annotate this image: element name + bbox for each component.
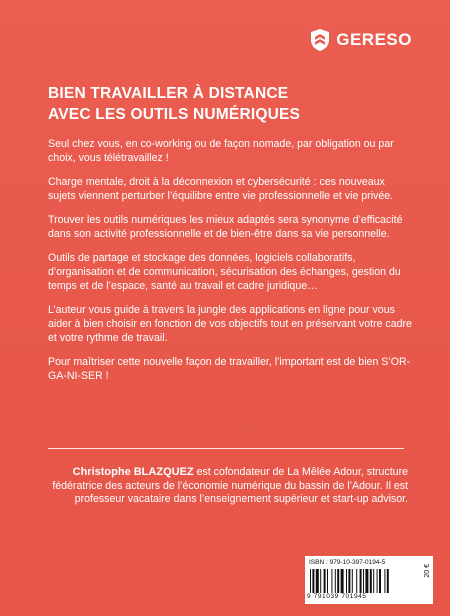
- blurb-paragraph: Pour maîtriser cette nouvelle façon de travailler, l’important est de bien S’OR-GA-NI-SER !: [48, 355, 411, 383]
- barcode-digits: 9 791039 701945: [307, 593, 367, 600]
- barcode-stripe: [370, 569, 372, 593]
- barcode-icon: [309, 569, 417, 593]
- gereso-shield-icon: [309, 28, 331, 52]
- blurb-paragraph: Seul chez vous, en co-working ou de façon nomade, par obligation ou par choix, vous télétravaillez !: [48, 138, 394, 165]
- publisher-name: GERESO: [336, 30, 412, 49]
- barcode-stripe: [335, 569, 336, 593]
- barcode-stripe: [312, 569, 314, 593]
- barcode-stripe: [377, 569, 378, 593]
- barcode-stripe: [379, 569, 381, 593]
- book-title: [48, 83, 408, 125]
- barcode-stripe: [352, 569, 353, 593]
- blurb: [48, 137, 413, 393]
- isbn-text: ISBN : 979-10-397-0194-5: [309, 559, 386, 566]
- barcode-stripe: [341, 569, 344, 593]
- divider: [48, 448, 404, 449]
- barcode-stripe: [363, 569, 364, 593]
- barcode-stripe: [346, 569, 347, 593]
- title-line-2: AVEC LES OUTILS NUMÉRIQUES: [48, 106, 301, 123]
- barcode-stripe: [373, 569, 374, 593]
- barcode-stripe: [337, 569, 339, 593]
- barcode-stripe: [360, 569, 362, 593]
- barcode-stripe: [348, 569, 350, 593]
- blurb-paragraph: Outils de partage et stockage des données, logiciels collaboratifs, d’organisation et de communication, sécurisation des échanges, gestion du temps et de l’espace, santé au travail et cadre juridique…: [48, 251, 401, 293]
- author-name: Christophe BLAZQUEZ: [72, 466, 194, 478]
- barcode-stripe: [327, 569, 328, 593]
- price-text: 20 €: [424, 564, 431, 578]
- blurb-paragraph: Trouver les outils numériques les mieux adaptés sera synonyme d’efficacité dans son activité professionnelle et de bien-être dans sa vie personnelle.: [48, 213, 403, 241]
- author-bio: [48, 466, 408, 507]
- barcode-stripe: [356, 569, 357, 593]
- barcode-stripe: [320, 569, 321, 593]
- barcode-stripe: [310, 569, 311, 593]
- barcode-stripe: [387, 569, 389, 593]
- barcode-stripe: [316, 569, 319, 593]
- author-description: est cofondateur de La Mêlée Adour, structure fédératrice des acteurs de l’économie numérique du bassin de l’Adour. Il est professeur vacataire dans l’enseignement supérieur et start-up advisor.: [52, 466, 408, 505]
- publisher-logo: [309, 28, 412, 52]
- blurb-paragraph: Charge mentale, droit à la déconnexion et cybersécurité : ces nouveaux sujets viennent perturber l’équilibre entre vie professionnelle et vie privée.: [48, 175, 394, 203]
- barcode-stripe: [365, 569, 368, 593]
- barcode-stripe: [324, 569, 326, 593]
- blurb-paragraph: L’auteur vous guide à travers la jungle des applications en ligne pour vous aider à bien choisir en fonction de vos objectifs tout en préservant votre cadre et votre rythme de travail.: [48, 303, 412, 345]
- barcode-stripe: [331, 569, 332, 593]
- barcode-label: [305, 556, 433, 604]
- title-line-1: BIEN TRAVAILLER À DISTANCE: [48, 85, 289, 102]
- barcode-stripe: [384, 569, 385, 593]
